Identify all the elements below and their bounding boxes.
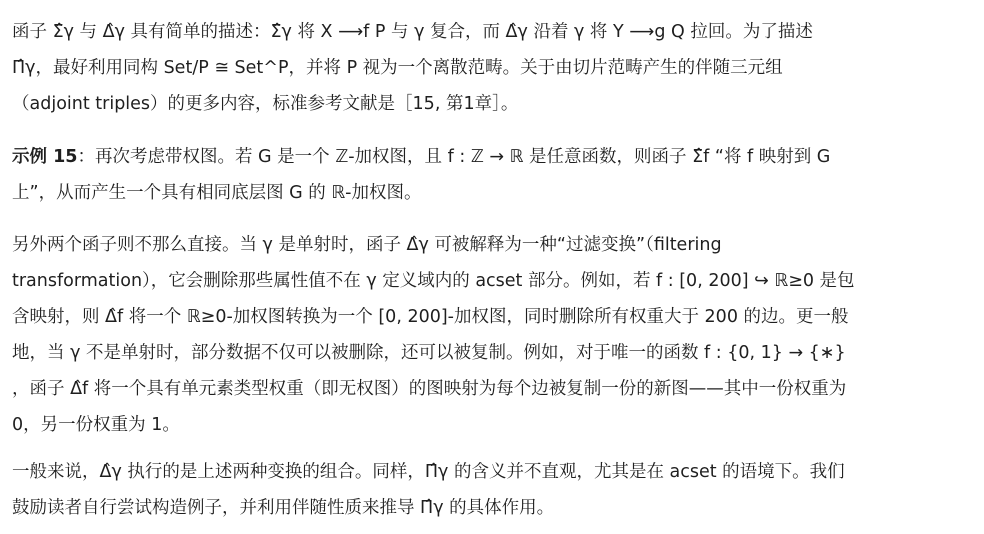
- example-label: 示例 15: [12, 147, 78, 167]
- text-line: [12, 139, 970, 175]
- text-line: 一般来说，Δ̂γ 执行的是上述两种变换的组合。同样，Π̂γ 的含义并不直观，尤其是在 acset 的语境下。我们: [12, 462, 845, 482]
- text-line: （adjoint triples）的更多内容，标准参考文献是［15, 第1章］。: [12, 94, 519, 114]
- paragraph-other-functors: [12, 227, 970, 443]
- text-line: 鼓励读者自行尝试构造例子，并利用伴随性质来推导 Π̂γ 的具体作用。: [12, 498, 555, 518]
- paragraph-general-case: [12, 454, 970, 526]
- paragraph-example-15: [12, 139, 970, 211]
- paragraph-functor-descriptions: [12, 14, 970, 122]
- text-line: transformation），它会删除那些属性值不在 γ 定义域内的 acset 部分。例如，若 f : [0, 200] ↪ ℝ≥0 是包: [12, 271, 855, 291]
- text-line: 0，另一份权重为 1。: [12, 415, 180, 435]
- text-line: Π̂γ，最好利用同构 Set/P ≅ Set^P，并将 P 视为一个离散范畴。关于由切片范畴产生的伴随三元组: [12, 58, 783, 78]
- text-line: 另外两个函子则不那么直接。当 γ 是单射时，函子 Δ̂γ 可被解释为一种“过滤变换”（filtering: [12, 235, 722, 255]
- text-line: 地，当 γ 不是单射时，部分数据不仅可以被删除，还可以被复制。例如，对于唯一的函数 f : {0, 1} → {∗}: [12, 343, 846, 363]
- text-line: ，函子 Δ̂f 将一个具有单元素类型权重（即无权图）的图映射为每个边被复制一份的新图——其中一份权重为: [12, 379, 847, 399]
- text-line: 函子 Σ̂γ 与 Δ̂γ 具有简单的描述：Σ̂γ 将 X ⟶f P 与 γ 复合，而 Δ̂γ 沿着 γ 将 Y ⟶g Q 拉回。为了描述: [12, 22, 813, 42]
- text-line: 含映射，则 Δ̂f 将一个 ℝ≥0-加权图转换为一个 [0, 200]-加权图，同时删除所有权重大于 200 的边。更一般: [12, 307, 849, 327]
- text-line: 上”，从而产生一个具有相同底层图 G 的 ℝ-加权图。: [12, 183, 422, 203]
- text-span: ：再次考虑带权图。若 G 是一个 ℤ-加权图，且 f : ℤ → ℝ 是任意函数，则函子 Σ̂f “将 f 映射到 G: [77, 147, 831, 167]
